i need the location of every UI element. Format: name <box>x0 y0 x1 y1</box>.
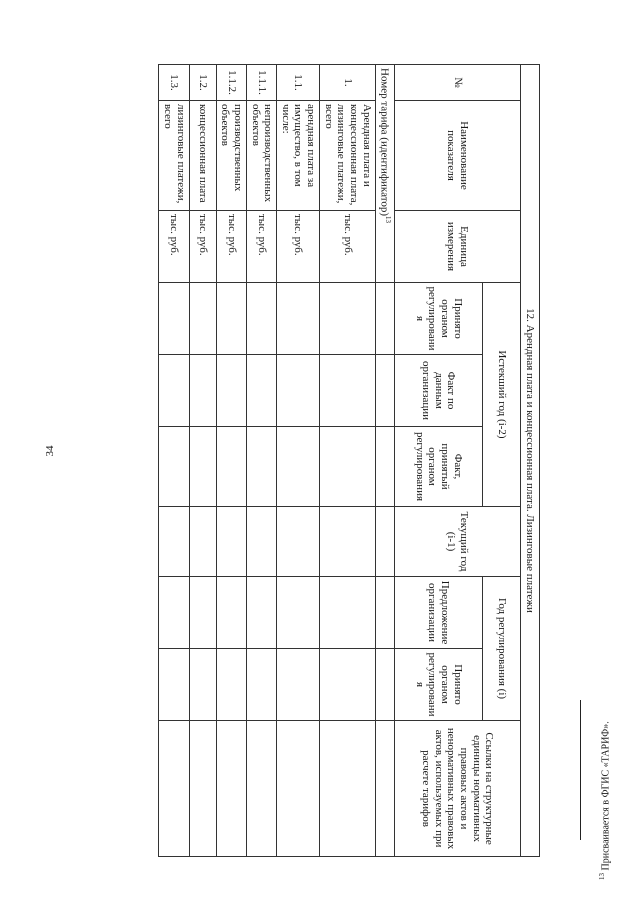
row-cell <box>246 283 276 355</box>
table-row <box>246 65 276 857</box>
row-cell <box>216 283 246 355</box>
row-cell <box>277 355 320 427</box>
row-cell <box>189 427 216 507</box>
row-name: арендная плата за имущество, в том числе: <box>277 101 320 211</box>
row-name: непроизводственных объектов <box>246 101 276 211</box>
header-current-year <box>395 507 521 577</box>
row-cell <box>216 649 246 721</box>
row-cell <box>159 721 189 857</box>
row-cell <box>277 649 320 721</box>
row-cell <box>159 355 189 427</box>
row-name: Арендная плата и концессионная плата, лизинговые платежи, всего <box>320 101 376 211</box>
header-current-year-title: Текущий год (i-1) <box>445 511 471 572</box>
row-unit: тыс. руб. <box>320 211 376 283</box>
row-cell <box>277 577 320 649</box>
row-num: 1.1.1. <box>246 65 276 101</box>
row-cell <box>320 721 376 857</box>
row-cell <box>216 721 246 857</box>
row-cell <box>277 427 320 507</box>
row-cell <box>320 427 376 507</box>
table-row <box>189 65 216 857</box>
page-number: 34 <box>44 445 56 457</box>
footnote-divider <box>580 700 581 840</box>
row-num: 1.1.2. <box>216 65 246 101</box>
row-unit: тыс. руб. <box>246 211 276 283</box>
tariff-table <box>158 64 540 857</box>
row-cell <box>320 577 376 649</box>
header-past-year: Истекший год (i-2) <box>483 283 521 507</box>
header-fact-by-regulator: Факт, принятый органом регулирования <box>395 427 483 507</box>
tariff-id-sup: 13 <box>384 216 392 224</box>
row-cell <box>277 721 320 857</box>
row-cell <box>246 355 276 427</box>
tariff-cell <box>375 427 394 507</box>
row-cell <box>159 507 189 577</box>
tariff-cell <box>375 507 394 577</box>
row-cell <box>277 507 320 577</box>
row-cell <box>246 649 276 721</box>
row-cell <box>189 577 216 649</box>
row-cell <box>189 721 216 857</box>
row-cell <box>246 427 276 507</box>
row-cell <box>189 649 216 721</box>
header-refs: Ссылки на структурные единицы нормативных правовых актов и ненормативных правовых актов, используемых при расчете тарифов <box>395 721 521 857</box>
row-num: 1.2. <box>189 65 216 101</box>
header-unit: Единица измерения <box>395 211 521 283</box>
row-cell <box>189 355 216 427</box>
row-cell <box>159 577 189 649</box>
row-cell <box>189 283 216 355</box>
header-regulation-year: Год регулирования (i) <box>483 577 521 721</box>
row-cell <box>159 649 189 721</box>
row-cell <box>159 427 189 507</box>
tariff-cell <box>375 721 394 857</box>
tariff-cell <box>375 283 394 355</box>
row-num: 1. <box>320 65 376 101</box>
row-cell <box>216 355 246 427</box>
row-cell <box>216 507 246 577</box>
footnote-text: Присваивается в ФГИС «ТАРИФ». <box>600 721 612 871</box>
row-cell <box>320 355 376 427</box>
header-fact-by-org: Факт по данным организации <box>395 355 483 427</box>
row-cell <box>320 283 376 355</box>
row-name: концессионная плата <box>189 101 216 211</box>
row-unit: тыс. руб. <box>216 211 246 283</box>
row-cell <box>216 427 246 507</box>
row-cell <box>159 283 189 355</box>
row-unit: тыс. руб. <box>159 211 189 283</box>
tariff-cell <box>375 355 394 427</box>
header-regulation-accepted: Принято органом регулирования <box>395 649 483 721</box>
tariff-cell <box>375 649 394 721</box>
row-cell <box>320 649 376 721</box>
table-row <box>159 65 189 857</box>
row-name: лизинговые платежи, всего <box>159 101 189 211</box>
header-name: Наименование показателя <box>395 101 521 211</box>
section-title: 12. Арендная плата и концессионная плата. Лизинговые платежи <box>521 65 540 857</box>
row-cell <box>246 721 276 857</box>
row-name: производственных объектов <box>216 101 246 211</box>
tariff-id-label: Номер тарифа (идентификатор) <box>378 68 391 217</box>
tariff-id-cell <box>375 65 394 283</box>
row-cell <box>246 577 276 649</box>
row-num: 1.1. <box>277 65 320 101</box>
header-accepted-by-regulator: Принято органом регулирования <box>395 283 483 355</box>
row-cell <box>216 577 246 649</box>
footnote-mark: 13 <box>598 873 606 880</box>
row-unit: тыс. руб. <box>277 211 320 283</box>
row-cell <box>246 507 276 577</box>
rotated-table-container <box>112 64 540 856</box>
footnote <box>592 680 612 880</box>
row-cell <box>320 507 376 577</box>
header-proposal-org: Предложение организации <box>395 577 483 649</box>
row-num: 1.3. <box>159 65 189 101</box>
tariff-cell <box>375 577 394 649</box>
row-cell <box>189 507 216 577</box>
table-row <box>320 65 376 857</box>
row-unit: тыс. руб. <box>189 211 216 283</box>
row-cell <box>277 283 320 355</box>
header-num: № <box>395 65 521 101</box>
table-row <box>277 65 320 857</box>
table-row <box>216 65 246 857</box>
